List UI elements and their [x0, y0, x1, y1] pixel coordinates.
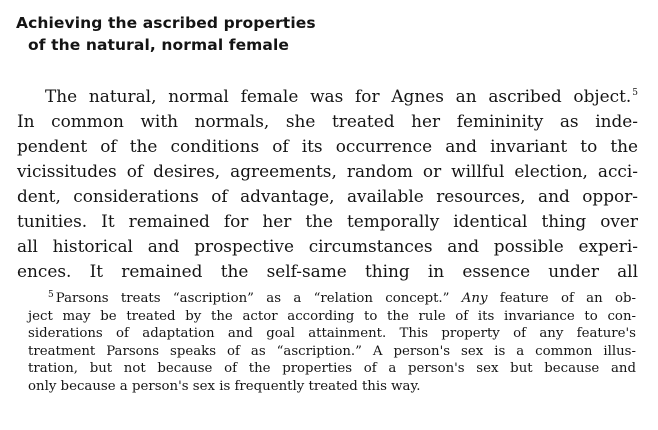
section-heading-line-2: of the natural, normal female: [28, 36, 290, 54]
section-heading-line-1: Achieving the ascribed properties: [16, 14, 316, 32]
body-line-text: The natural, normal female was for Agnes an ascribed object.: [45, 86, 632, 106]
footnote-line: [28, 290, 636, 308]
body-line: ences. It remained the self-same thing in essence under all: [17, 261, 638, 281]
footnote-line: only because a person's sex is frequently treated this way.: [28, 378, 421, 394]
footnote-line: siderations of adaptation and goal attainment. This property of any feature's: [28, 326, 636, 341]
footnote-text: Parsons treats “ascription” as a “relation concept.”: [55, 291, 462, 306]
footnote-emphasis: Any: [461, 291, 488, 306]
body-line: [17, 84, 638, 109]
footnote-line: treatment Parsons speaks of as “ascription.” A person's sex is a common illus-: [28, 343, 636, 359]
body-paragraph: [17, 84, 638, 284]
footnote-line: tration, but not because of the properties of a person's sex but because and: [28, 361, 636, 376]
body-line: all historical and prospective circumstances and possible experi-: [17, 236, 638, 256]
body-line: dent, considerations of advantage, available resources, and oppor-: [17, 186, 638, 206]
body-line: pendent of the conditions of its occurrence and invariant to the: [17, 136, 638, 156]
body-line: In common with normals, she treated her femininity as inde-: [17, 111, 638, 131]
body-line: vicissitudes of desires, agreements, random or willful election, acci-: [17, 161, 638, 181]
footnote: [28, 290, 636, 395]
footnote-line: ject may be treated by the actor according to the rule of its invariance to con-: [28, 308, 636, 324]
footnote-reference: 5: [632, 88, 638, 99]
footnote-mark: 5: [48, 289, 54, 300]
body-line: tunities. It remained for her the temporally identical thing over: [17, 211, 638, 231]
section-heading: [16, 12, 636, 56]
footnote-text: feature of an ob-: [487, 291, 636, 306]
